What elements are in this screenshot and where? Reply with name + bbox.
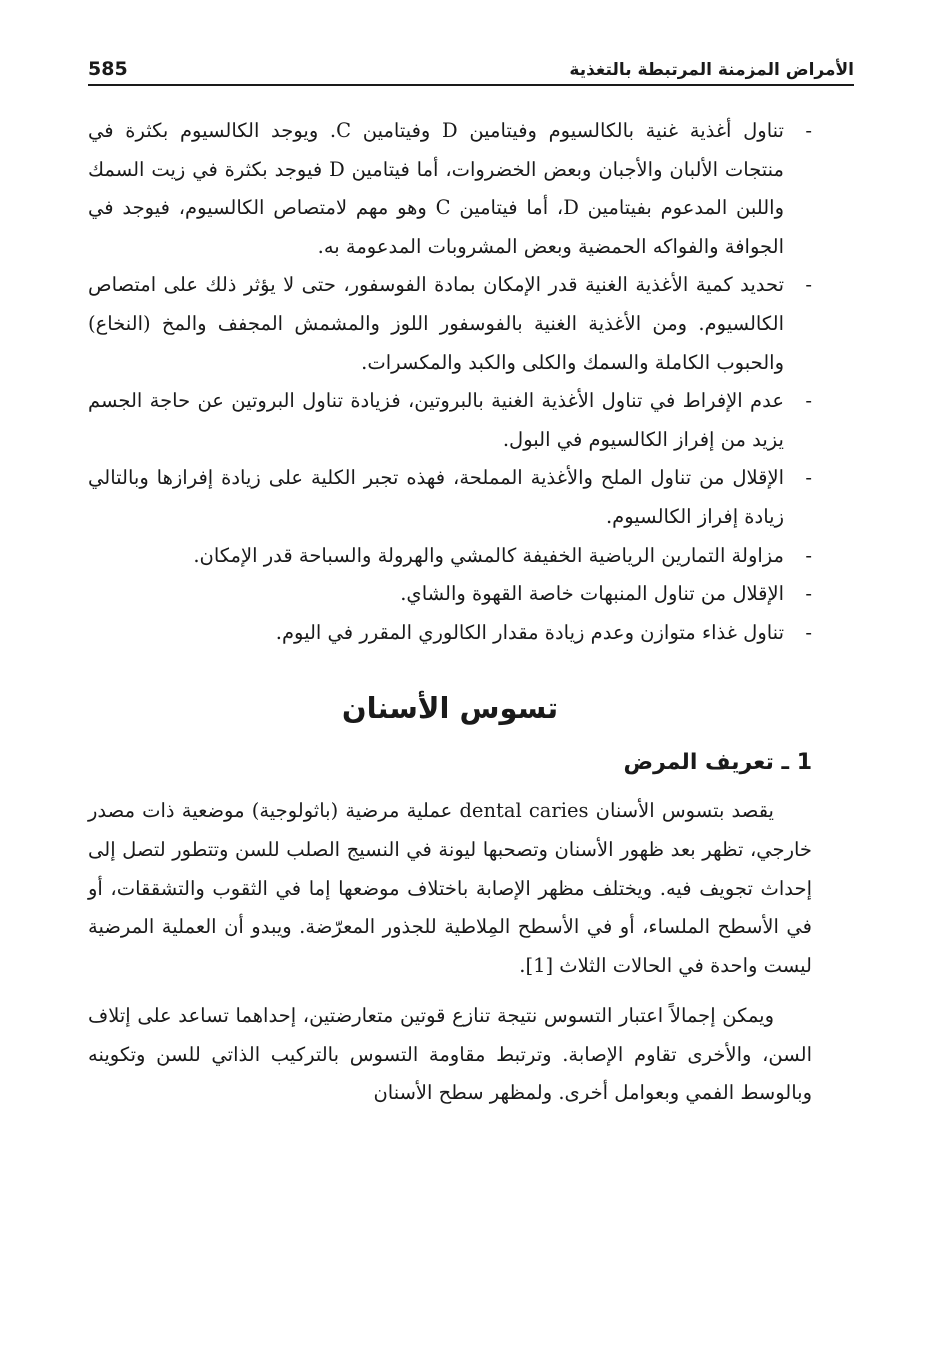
page-body <box>88 112 812 1125</box>
list-item: - تحديد كمية الأغذية الغنية قدر الإمكان بمادة الفوسفور، حتى لا يؤثر ذلك على امتصاص الكالسيوم. ومن الأغذية الغنية بالفوسفور اللوز والمشمش المجفف والمخ (النخاع) والحبوب الكاملة والسمك والكلى والكبد والمكسرات. <box>88 266 812 382</box>
section-title: تسوس الأسنان <box>341 691 559 726</box>
list-item: - عدم الإفراط في تناول الأغذية الغنية بالبروتين، فزيادة تناول البروتين عن حاجة الجسم يزيد من إفراز الكالسيوم في البول. <box>88 382 812 459</box>
list-item: - الإقلال من تناول الملح والأغذية المملحة، فهذه تجبر الكلية على زيادة إفرازها وبالتالي زيادة إفراز الكالسيوم. <box>88 459 812 536</box>
paragraph-definition <box>88 792 812 985</box>
list-item: - تناول غذاء متوازن وعدم زيادة مقدار الكالوري المقرر في اليوم. <box>88 614 812 653</box>
latin-term: dental caries <box>459 799 589 823</box>
list-item: - مزاولة التمارين الرياضية الخفيفة كالمشي والهرولة والسباحة قدر الإمكان. <box>88 537 812 576</box>
page-number: 585 <box>88 58 128 80</box>
paragraph-causes: ويمكن إجمالاً اعتبار التسوس نتيجة تنازع قوتين متعارضتين، إحداهما تساعد على إتلاف السن، والأخرى تقاوم الإصابة. وترتبط مقاومة التسوس بالتركيب الذاتي للسن وتكوينه وبالوسط الفمي وبعوامل أخرى. ولمظهر سطح الأسنان <box>88 1004 812 1105</box>
para-text: عملية مرضية (باثولوجية) موضعية ذات مصدر خارجي، تظهر بعد ظهور الأسنان وتصحبها ليونة في النسيج الصلب للسن وتتطور لتصل إلى إحداث تجويف فيه. ويختلف مظهر الإصابة باختلاف موضعها إما في الثقوب والتشققات، أو في الأسطح الملساء، أو في الأسطح المِلاطية للجذور المعرّضة. ويبدو أن العملية المرضية ليست واحدة في الحالات الثلاث [1]. <box>88 799 812 977</box>
list-item: - الإقلال من تناول المنبهات خاصة القهوة والشاي. <box>88 575 812 614</box>
running-header <box>88 50 854 86</box>
list-item: - تناول أغذية غنية بالكالسيوم وفيتامين D وفيتامين C. ويوجد الكالسيوم بكثرة في منتجات الألبان والأجبان وبعض الخضروات، أما فيتامين D فيوجد بكثرة في زيت السمك واللبن المدعوم بفيتامين D، أما فيتامين C وهو مهم لامتصاص الكالسيوم، فيوجد في الجوافة والفواكه الحمضية وبعض المشروبات المدعومة به. <box>88 112 812 266</box>
para-text: يقصد بتسوس الأسنان <box>595 799 774 823</box>
recommendations-list <box>88 112 812 652</box>
subheading: 1 ـ تعريف المرض <box>623 750 812 776</box>
running-title: الأمراض المزمنة المرتبطة بالتغذية <box>569 60 854 80</box>
